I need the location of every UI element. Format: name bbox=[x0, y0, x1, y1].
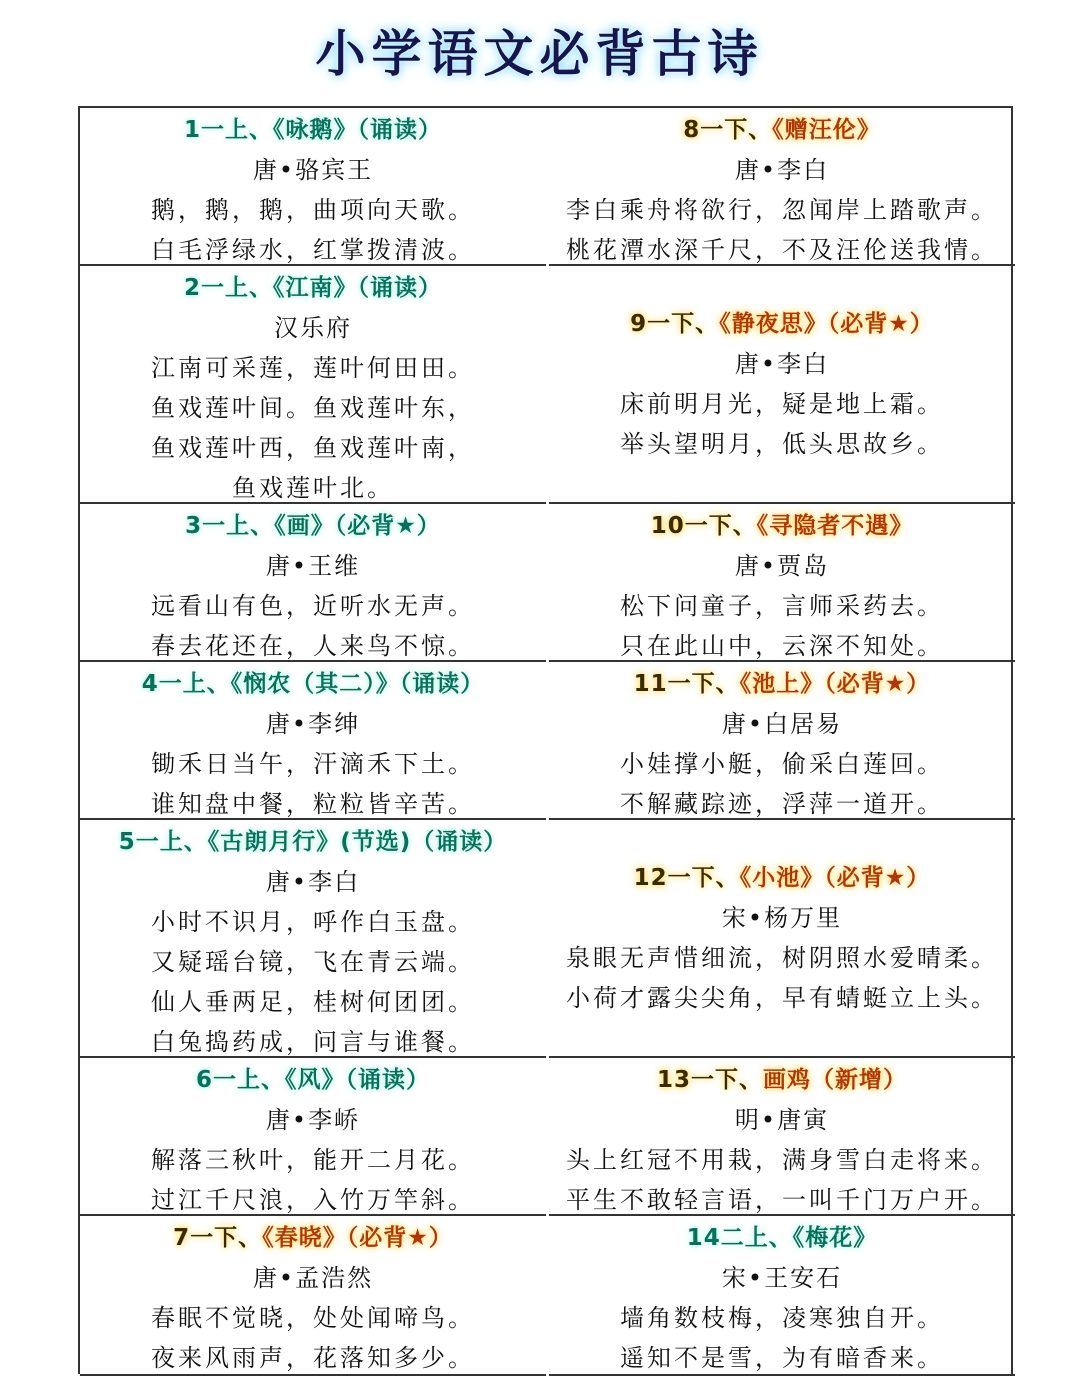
poem-line: 锄禾日当午，汗滴禾下土。 bbox=[151, 750, 475, 778]
poem-cell bbox=[80, 1058, 546, 1216]
poem-line: 夜来风雨声，花落知多少。 bbox=[151, 1344, 475, 1372]
poem-line: 谁知盘中餐，粒粒皆辛苦。 bbox=[151, 790, 475, 818]
poem-author: 唐•李绅 bbox=[265, 710, 361, 738]
poem-heading bbox=[80, 1060, 546, 1100]
poem-line: 头上红冠不用栽，满身雪白走将来。 bbox=[566, 1146, 998, 1174]
poem-author: 明•唐寅 bbox=[734, 1106, 830, 1134]
poem-title: 《悯农（其二）》（诵读） bbox=[230, 671, 485, 697]
poem-heading bbox=[80, 506, 546, 546]
poem-title: 《江南》（诵读） bbox=[273, 275, 442, 301]
poem-number: 9一下、 bbox=[630, 311, 720, 337]
poem-number: 12一下、 bbox=[633, 865, 740, 891]
poem-line: 小娃撑小艇，偷采白莲回。 bbox=[620, 750, 944, 778]
poem-cell bbox=[549, 504, 1015, 662]
poem-number: 11一下、 bbox=[633, 671, 740, 697]
poem-number: 2一上、 bbox=[183, 275, 273, 301]
poem-author: 唐•李峤 bbox=[265, 1106, 361, 1134]
poem-heading bbox=[80, 822, 546, 862]
poem-line: 只在此山中，云深不知处。 bbox=[620, 632, 944, 660]
poem-line: 平生不敢轻言语，一叫千门万户开。 bbox=[566, 1186, 998, 1214]
poem-title: 《寻隐者不遇》 bbox=[756, 513, 914, 539]
poem-line: 李白乘舟将欲行，忽闻岸上踏歌声。 bbox=[566, 196, 998, 224]
poem-line: 鱼戏莲叶北。 bbox=[232, 474, 394, 502]
poem-number: 6一上、 bbox=[195, 1067, 285, 1093]
poem-heading bbox=[549, 304, 1015, 344]
poem-title: 《赠汪伦》 bbox=[772, 117, 881, 143]
poem-author: 唐•李白 bbox=[734, 156, 830, 184]
poem-line: 解落三秋叶，能开二月花。 bbox=[151, 1146, 475, 1174]
poem-line: 小荷才露尖尖角，早有蜻蜓立上头。 bbox=[566, 984, 998, 1012]
poem-line: 举头望明月，低头思故乡。 bbox=[620, 430, 944, 458]
poem-table bbox=[78, 106, 1013, 1374]
poem-number: 5一上、 bbox=[118, 829, 208, 855]
poem-line: 鱼戏莲叶西，鱼戏莲叶南， bbox=[151, 434, 475, 462]
poem-author: 唐•孟浩然 bbox=[252, 1264, 374, 1292]
poem-number: 3一上、 bbox=[185, 513, 275, 539]
poem-title: 《画》（必背★） bbox=[274, 513, 441, 539]
poem-author: 唐•骆宾王 bbox=[252, 156, 374, 184]
poem-line: 过江千尺浪，入竹万竿斜。 bbox=[151, 1186, 475, 1214]
poem-cell bbox=[549, 662, 1015, 820]
poem-line: 鹅，鹅，鹅，曲项向天歌。 bbox=[151, 196, 475, 224]
poem-title: 《静夜思》（必背★） bbox=[719, 311, 934, 337]
poem-heading bbox=[80, 110, 546, 150]
poem-cell bbox=[80, 820, 546, 1058]
poem-author: 唐•贾岛 bbox=[734, 552, 830, 580]
poem-heading bbox=[549, 1218, 1015, 1258]
poem-title: 《春晓》（必背★） bbox=[262, 1225, 453, 1251]
poem-cell bbox=[80, 1216, 546, 1376]
poem-line: 松下问童子，言师采药去。 bbox=[620, 592, 944, 620]
poem-line: 远看山有色，近听水无声。 bbox=[151, 592, 475, 620]
poem-cell bbox=[80, 266, 546, 504]
poem-line: 不解藏踪迹，浮萍一道开。 bbox=[620, 790, 944, 818]
poem-number: 7一下、 bbox=[173, 1225, 263, 1251]
poem-line: 仙人垂两足，桂树何团团。 bbox=[151, 988, 475, 1016]
poem-cell bbox=[549, 1216, 1015, 1376]
poem-title: 《古朗月行》(节选)（诵读） bbox=[207, 829, 508, 855]
poem-line: 白毛浮绿水，红掌拨清波。 bbox=[151, 236, 475, 264]
poem-line: 鱼戏莲叶间。鱼戏莲叶东， bbox=[151, 394, 475, 422]
poem-title: 《梅花》 bbox=[792, 1225, 878, 1251]
poem-line: 春去花还在，人来鸟不惊。 bbox=[151, 632, 475, 660]
poem-line: 床前明月光，疑是地上霜。 bbox=[620, 390, 944, 418]
poem-line: 又疑瑶台镜，飞在青云端。 bbox=[151, 948, 475, 976]
poem-cell bbox=[80, 662, 546, 820]
poem-author: 汉乐府 bbox=[274, 314, 352, 342]
poem-cell bbox=[549, 1058, 1015, 1216]
poem-number: 4一上、 bbox=[141, 671, 231, 697]
poem-cell bbox=[549, 820, 1015, 1058]
poem-author: 唐•白居易 bbox=[721, 710, 843, 738]
poem-heading bbox=[80, 268, 546, 308]
poem-line: 春眠不觉晓，处处闻啼鸟。 bbox=[151, 1304, 475, 1332]
poem-heading bbox=[549, 110, 1015, 150]
poem-heading bbox=[80, 664, 546, 704]
poem-author: 唐•李白 bbox=[265, 868, 361, 896]
poem-title: 《咏鹅》（诵读） bbox=[273, 117, 442, 143]
poem-line: 小时不识月，呼作白玉盘。 bbox=[151, 908, 475, 936]
poem-heading bbox=[80, 1218, 546, 1258]
poem-line: 江南可采莲，莲叶何田田。 bbox=[151, 354, 475, 382]
poem-title: 《小池》（必背★） bbox=[739, 865, 931, 891]
poem-cell bbox=[80, 504, 546, 662]
poem-number: 10一下、 bbox=[650, 513, 757, 539]
poem-heading bbox=[549, 858, 1015, 898]
poem-heading bbox=[549, 1060, 1015, 1100]
poem-line: 泉眼无声惜细流，树阴照水爱晴柔。 bbox=[566, 944, 998, 972]
poem-title: 《池上》（必背★） bbox=[739, 671, 931, 697]
poem-title: 画鸡（新增） bbox=[763, 1067, 907, 1093]
poem-number: 13一下、 bbox=[656, 1067, 763, 1093]
poem-title: 《风》（诵读） bbox=[285, 1067, 430, 1093]
poem-author: 唐•王维 bbox=[265, 552, 361, 580]
poem-line: 遥知不是雪，为有暗香来。 bbox=[620, 1344, 944, 1372]
poem-line: 墙角数枝梅，凌寒独自开。 bbox=[620, 1304, 944, 1332]
poem-heading bbox=[549, 664, 1015, 704]
poem-number: 14二上、 bbox=[686, 1225, 793, 1251]
poem-heading bbox=[549, 506, 1015, 546]
page-title: 小学语文必背古诗 bbox=[315, 25, 764, 83]
poem-number: 8一下、 bbox=[683, 117, 773, 143]
poem-author: 唐•李白 bbox=[734, 350, 830, 378]
poem-line: 白兔捣药成，问言与谁餐。 bbox=[151, 1028, 475, 1056]
poem-author: 宋•杨万里 bbox=[721, 904, 843, 932]
poem-cell bbox=[80, 108, 546, 266]
poem-author: 宋•王安石 bbox=[721, 1264, 843, 1292]
poem-number: 1一上、 bbox=[183, 117, 273, 143]
poem-cell bbox=[549, 266, 1015, 504]
poem-line: 桃花潭水深千尺，不及汪伦送我情。 bbox=[566, 236, 998, 264]
poem-cell bbox=[549, 108, 1015, 266]
